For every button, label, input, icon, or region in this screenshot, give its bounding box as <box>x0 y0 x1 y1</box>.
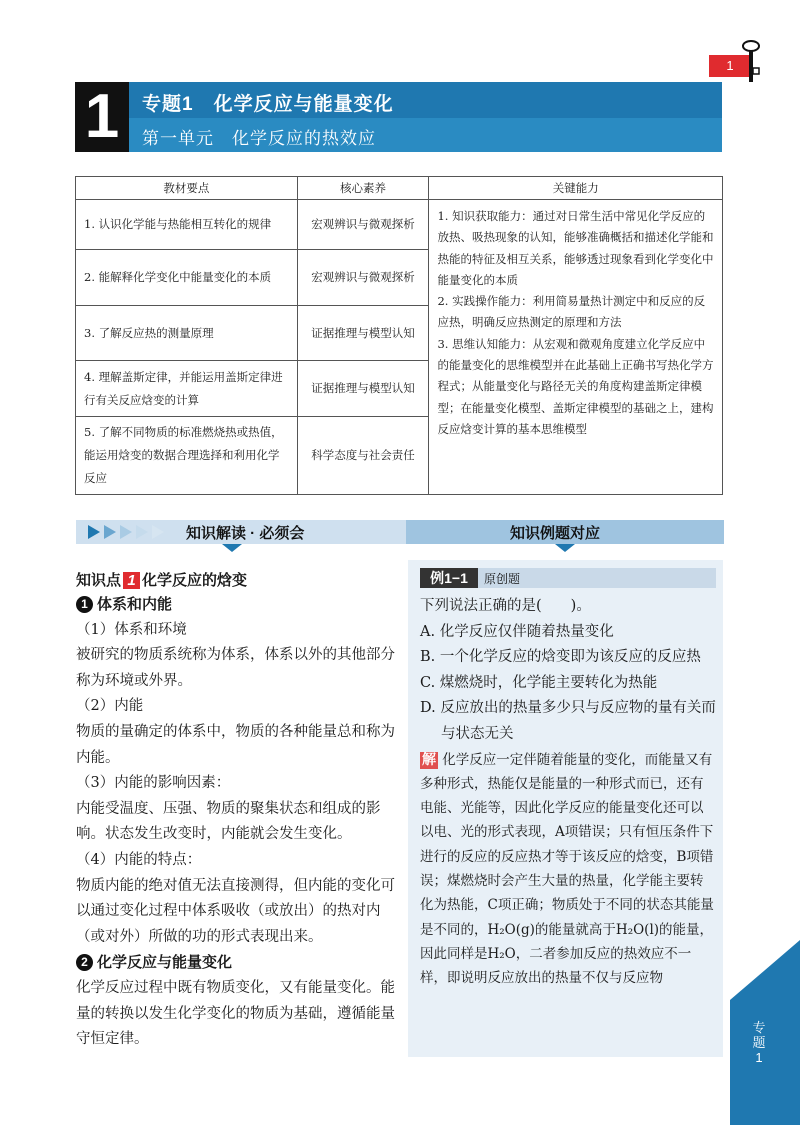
solution-text: 化学反应一定伴随着能量的变化，而能量又有多种形式，热能仅是能量的一种形式而已，还有电能、光能等，因此化学反应的能量变化还可以以电、光的形式表现，A项错误；只有恒压条件下进行的反应的反应热才等于该反应的焓变，B项错误；煤燃烧时会产生大量的热量，化学能主要转化为热能，C项正确；物质处于不同的状态其能量是不同的，H₂O(g)的能量就高于H₂O(l)的能量，因此同样是H₂O，二者参加反应的热效应不一样，即说明反应放出的热量不仅与反应物 <box>420 751 714 987</box>
arrows-icon <box>88 523 168 541</box>
paragraph: （1）体系和环境 <box>76 621 187 638</box>
knowledge-content <box>76 592 406 1053</box>
ability-item: 2. 实践操作能力：利用简易量热计测定中和反应的反应热，明确反应热测定的原理和方法 <box>437 294 706 330</box>
page-number: 1 <box>709 55 751 77</box>
table-header-row <box>76 177 723 200</box>
textbook-point: 1. 认识化学能与热能相互转化的规律 <box>76 200 298 250</box>
table-row <box>76 200 723 250</box>
down-triangle-icon <box>555 544 575 552</box>
solution <box>420 748 716 991</box>
section-heading <box>76 592 406 618</box>
knowledge-point-title <box>76 569 247 590</box>
requirements-table <box>75 176 723 495</box>
knowledge-point-label: 知识点 <box>76 572 122 589</box>
chapter-title: 专题1 化学反应与能量变化 <box>142 94 394 115</box>
option-d: D. 反应放出的热量多少只与反应物的量有关而与状态无关 <box>420 700 716 742</box>
textbook-point: 3. 了解反应热的测量原理 <box>76 306 298 361</box>
textbook-point: 2. 能解释化学变化中能量变化的本质 <box>76 250 298 306</box>
knowledge-point-number: 1 <box>123 572 140 589</box>
section-banner-left-label: 知识解读 · 必须会 <box>186 525 305 542</box>
example-content <box>420 594 716 991</box>
solution-tag: 解 <box>422 751 436 768</box>
core-literacy: 证据推理与模型认知 <box>297 361 429 417</box>
header-key-abilities: 关键能力 <box>429 177 723 200</box>
ability-item: 3. 思维认知能力：从宏观和微观角度建立化学反应中的能量变化的思维模型并在此基础上正确书写热化学方程式；从能量变化与路径无关的角度构建盖斯定律模型；在能量变化模型、盖斯定律模型的基础之上，建构反应焓变计算的基本思维模型 <box>437 336 714 436</box>
paragraph: （4）内能的特点： <box>76 851 202 868</box>
page-corner-decoration-icon <box>740 40 764 84</box>
unit-title: 第一单元 化学反应的热效应 <box>142 129 376 148</box>
paragraph: 物质内能的绝对值无法直接测得，但内能的变化可以通过变化过程中体系吸收（或放出）的热对内（或对外）所做的功的形式表现出来。 <box>76 877 395 945</box>
paragraph: （3）内能的影响因素： <box>76 775 231 792</box>
chapter-number: 1 <box>75 82 129 152</box>
ability-item: 1. 知识获取能力：通过对日常生活中常见化学反应的放热、吸热现象的认知，能够准确概括和描述化学能和热能的特征及相互关系，能够透过现象看到化学变化中能量变化的本质 <box>437 209 714 287</box>
paragraph: （2）内能 <box>76 698 144 715</box>
header-core-literacy: 核心素养 <box>297 177 429 200</box>
section-number-badge: 2 <box>76 954 93 971</box>
option-b: B. 一个化学反应的焓变即为该反应的反应热 <box>420 649 701 666</box>
down-triangle-icon <box>222 544 242 552</box>
example-source: 原创题 <box>484 572 521 586</box>
core-literacy: 科学态度与社会责任 <box>297 417 429 495</box>
option-a: A. 化学反应仅伴随着热量变化 <box>420 623 614 640</box>
paragraph: 被研究的物质系统称为体系，体系以外的其他部分称为环境或外界。 <box>76 647 395 689</box>
core-literacy: 宏观辨识与微观探析 <box>297 250 429 306</box>
question-text: 下列说法正确的是( )。 <box>420 598 591 614</box>
key-abilities-cell <box>429 200 723 495</box>
core-literacy: 证据推理与模型认知 <box>297 306 429 361</box>
option-c: C. 煤燃烧时，化学能主要转化为热能 <box>420 674 658 691</box>
paragraph: 内能受温度、压强、物质的聚集状态和组成的影响。状态发生改变时，内能就会发生变化。 <box>76 800 381 843</box>
section-banner-right-label: 知识例题对应 <box>510 525 601 542</box>
example-label: 例1−1 <box>420 568 478 588</box>
paragraph: 物质的量确定的体系中，物质的各种能量总和称为内能。 <box>76 723 395 766</box>
header-textbook-points: 教材要点 <box>76 177 298 200</box>
textbook-point: 5. 了解不同物质的标准燃烧热或热值，能运用焓变的数据合理选择和利用化学反应 <box>76 417 298 495</box>
core-literacy: 宏观辨识与微观探析 <box>297 200 429 250</box>
knowledge-point-name: 化学反应的焓变 <box>142 572 248 589</box>
section-heading <box>76 950 406 976</box>
textbook-point: 4. 理解盖斯定律，并能运用盖斯定律进行有关反应焓变的计算 <box>76 361 298 417</box>
section-number-badge: 1 <box>76 596 93 613</box>
paragraph: 化学反应过程中既有物质变化，又有能量变化。能量的转换以发生化学变化的物质为基础，遵循能量守恒定律。 <box>76 979 395 1048</box>
section-title: 体系和内能 <box>97 596 173 613</box>
section-title: 化学反应与能量变化 <box>97 954 233 972</box>
side-tab-label: 专题1 <box>752 1020 766 1065</box>
